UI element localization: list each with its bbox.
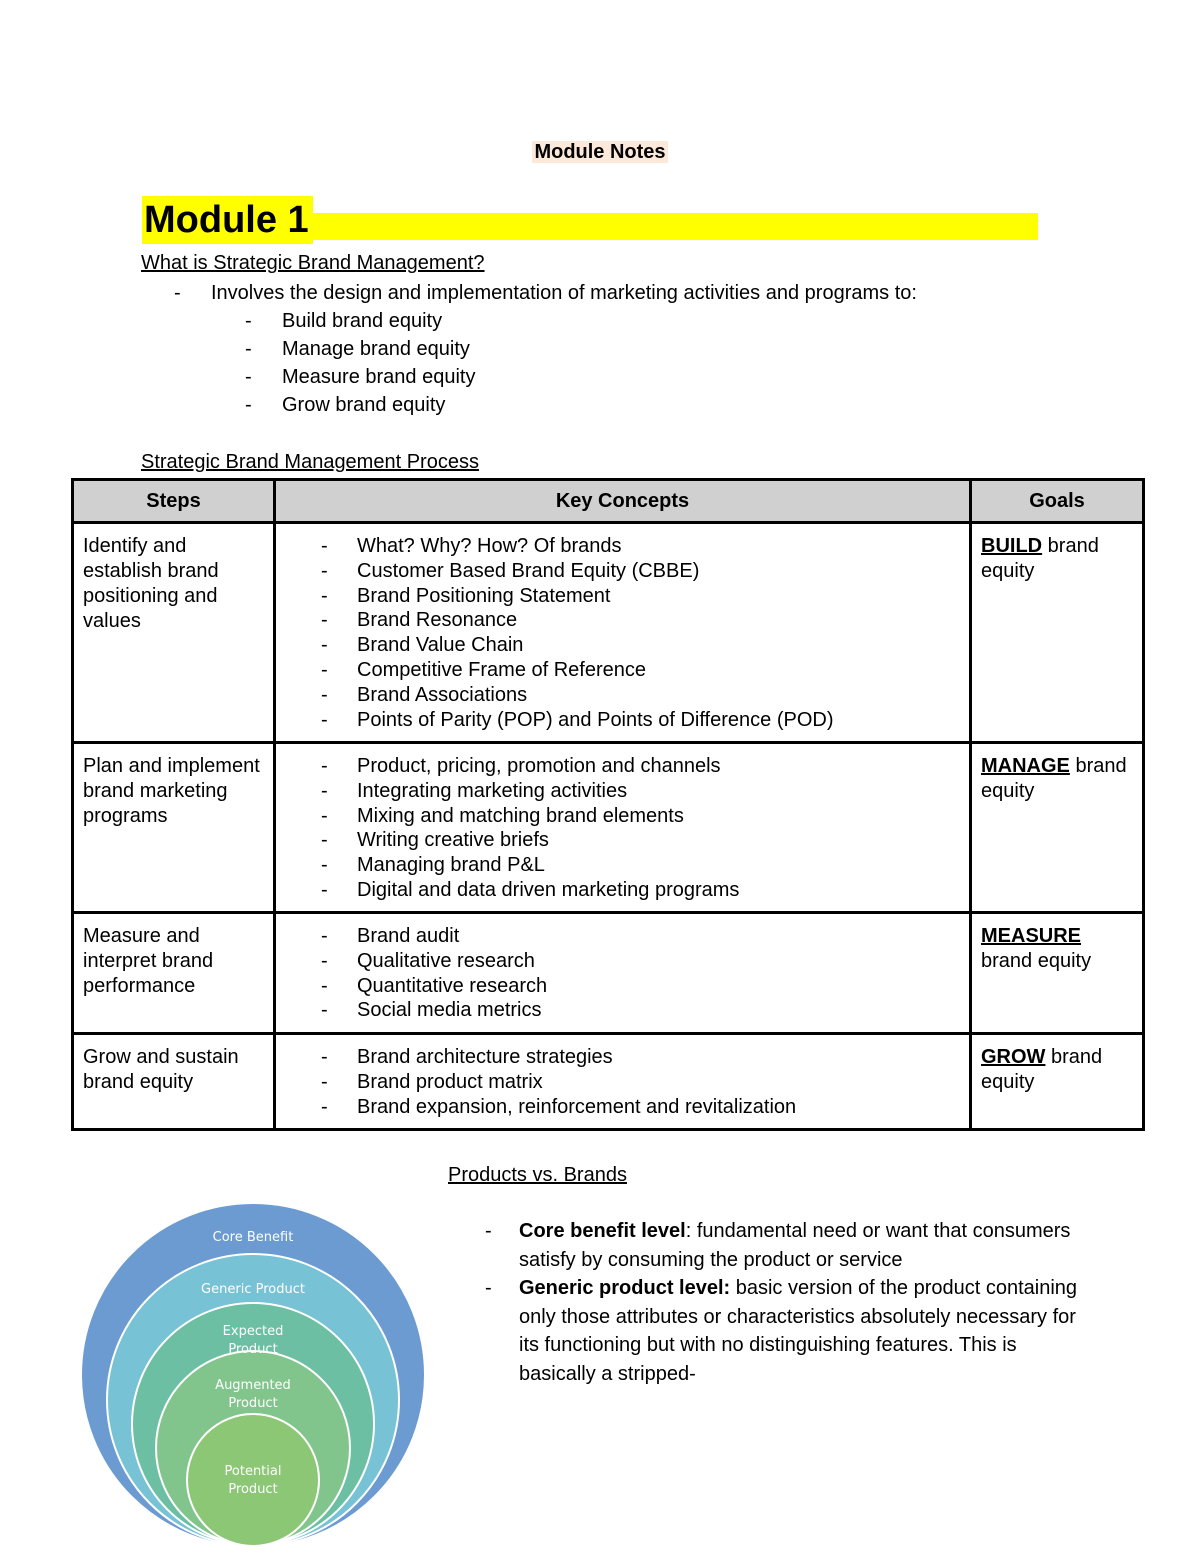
header-key-concepts: Key Concepts: [275, 480, 971, 523]
sub-bullet-dash: -: [245, 338, 252, 360]
goal-text: brand equity: [981, 1046, 1103, 1093]
goal-keyword: BUILD: [981, 535, 1043, 557]
goal-keyword: MANAGE: [981, 755, 1070, 777]
goal-text: brand equity: [981, 755, 1127, 802]
list-item: - Brand Positioning Statement: [321, 584, 961, 609]
list-item: - Digital and data driven marketing programs: [321, 878, 961, 903]
step-cell: Plan and implement brand marketing programs: [73, 743, 275, 913]
list-item: [481, 1274, 1081, 1388]
label-expected-line2: Product: [228, 1342, 278, 1357]
bullet-text: basic version of the product containing only those attributes or characteristics absolutely necessary for its functioning but with no distinguishing features. This is basically a stripped-: [519, 1277, 1078, 1385]
bullet-text: fundamental need or want that consumers satisfy by consuming the product or service: [519, 1220, 1071, 1271]
list-item: - Product, pricing, promotion and channels: [321, 754, 961, 779]
list-item: - Brand Resonance: [321, 608, 961, 633]
list-item: - Brand Associations: [321, 683, 961, 708]
module-heading: Module 1: [142, 196, 313, 244]
list-item: - Qualitative research: [321, 949, 961, 974]
goal-cell: [971, 743, 1144, 913]
goal-cell: [971, 1034, 1144, 1130]
potential-product-ring: [187, 1414, 319, 1546]
page-title-text: Module Notes: [534, 141, 666, 163]
label-potential-line1: Potential: [224, 1464, 282, 1479]
concepts-list: [285, 1045, 961, 1119]
label-augmented-line2: Product: [228, 1396, 278, 1411]
list-item: - Mixing and matching brand elements: [321, 804, 961, 829]
bullet-term: Generic product level:: [519, 1277, 731, 1300]
step-cell: Grow and sustain brand equity: [73, 1034, 275, 1130]
list-item: - Brand architecture strategies: [321, 1045, 961, 1070]
product-levels-bullets: [481, 1217, 1081, 1389]
concepts-cell: [275, 743, 971, 913]
section-title-strategic-brand-management: What is Strategic Brand Management?: [141, 252, 485, 274]
table-row: [73, 523, 1144, 743]
step-cell: Measure and interpret brand performance: [73, 913, 275, 1034]
concepts-list: [285, 534, 961, 732]
lead-bullet-text: Involves the design and implementation of marketing activities and programs to:: [211, 282, 917, 304]
concepts-list: [285, 754, 961, 903]
list-item: - Points of Parity (POP) and Points of Difference (POD): [321, 708, 961, 733]
bullet-term: Core benefit level: [519, 1220, 686, 1242]
sub-bullet-dash: -: [245, 310, 252, 332]
concepts-cell: [275, 523, 971, 743]
list-item: - Brand audit: [321, 924, 961, 949]
sub-bullet-measure: Measure brand equity: [282, 366, 476, 388]
goal-text: brand equity: [981, 535, 1099, 582]
products-vs-brands-title: Products vs. Brands: [448, 1164, 627, 1186]
list-item: - Customer Based Brand Equity (CBBE): [321, 559, 961, 584]
header-goals: Goals: [971, 480, 1144, 523]
process-table: [71, 478, 1145, 1131]
goal-keyword: GROW: [981, 1046, 1046, 1068]
lead-bullet-dash: -: [174, 282, 181, 304]
list-item: - Integrating marketing activities: [321, 779, 961, 804]
goal-cell: [971, 913, 1144, 1034]
list-item: - Managing brand P&L: [321, 853, 961, 878]
goal-text: brand equity: [981, 950, 1092, 972]
sub-bullet-dash: -: [245, 394, 252, 416]
table-row: [73, 913, 1144, 1034]
list-item: - Quantitative research: [321, 974, 961, 999]
header-steps: Steps: [73, 480, 275, 523]
concepts-list: [285, 924, 961, 1023]
sub-bullet-manage: Manage brand equity: [282, 338, 470, 360]
table-row: [73, 743, 1144, 913]
list-item: - Competitive Frame of Reference: [321, 658, 961, 683]
sub-bullet-dash: -: [245, 366, 252, 388]
process-table-title: Strategic Brand Management Process: [141, 451, 479, 473]
step-cell: Identify and establish brand positioning and values: [73, 523, 275, 743]
list-item: [481, 1217, 1081, 1274]
product-levels-diagram: [80, 1200, 426, 1550]
label-potential-line2: Product: [228, 1482, 278, 1497]
list-item: - Social media metrics: [321, 998, 961, 1023]
list-item: - Brand product matrix: [321, 1070, 961, 1095]
goal-cell: [971, 523, 1144, 743]
list-item: - What? Why? How? Of brands: [321, 534, 961, 559]
label-generic-product: Generic Product: [201, 1282, 305, 1297]
table-row: [73, 1034, 1144, 1130]
label-augmented-line1: Augmented: [215, 1378, 291, 1393]
page-title: [0, 141, 1200, 164]
concepts-cell: [275, 1034, 971, 1130]
list-item: - Brand Value Chain: [321, 633, 961, 658]
goal-keyword: MEASURE: [981, 925, 1082, 947]
table-header-row: [73, 480, 1144, 523]
bullet-separator: :: [685, 1220, 692, 1242]
label-expected-line1: Expected: [222, 1324, 284, 1339]
concepts-cell: [275, 913, 971, 1034]
label-core-benefit: Core Benefit: [212, 1230, 294, 1245]
sub-bullet-build: Build brand equity: [282, 310, 443, 332]
sub-bullet-grow: Grow brand equity: [282, 394, 446, 416]
list-item: - Brand expansion, reinforcement and revitalization: [321, 1095, 961, 1120]
list-item: - Writing creative briefs: [321, 828, 961, 853]
